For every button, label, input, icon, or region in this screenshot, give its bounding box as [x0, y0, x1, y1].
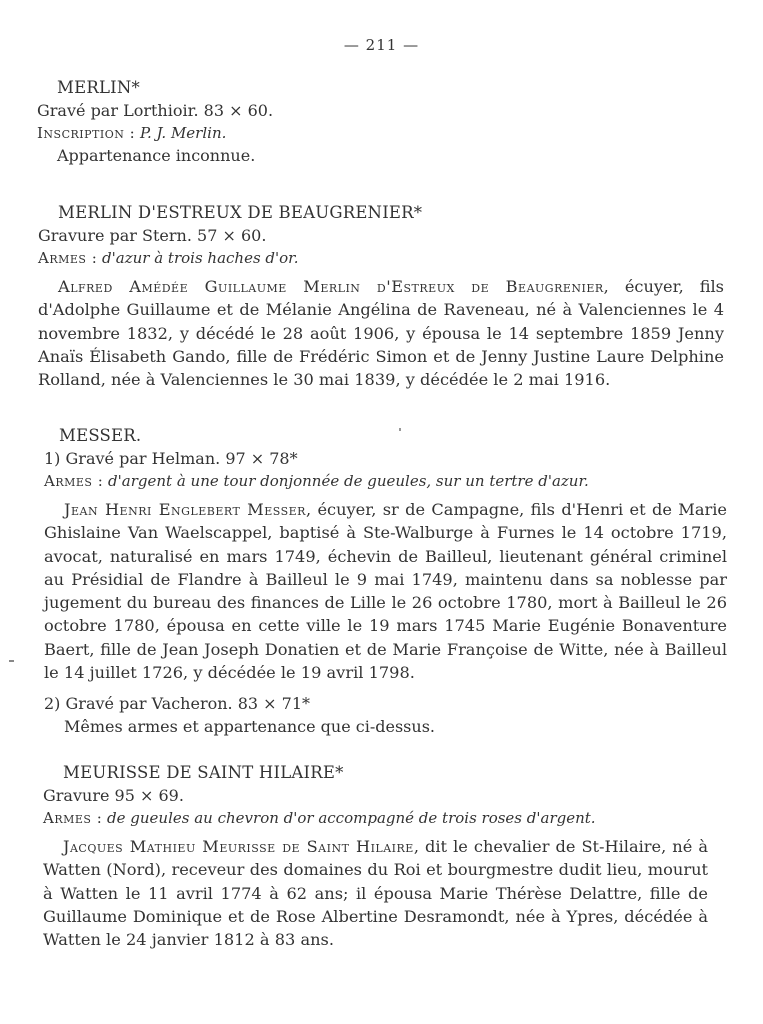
field-label: Armes :	[44, 472, 104, 490]
field-value: de gueules au chevron d'or accompagné de trois roses d'argent.	[107, 809, 596, 827]
engraving-line: 1) Gravé par Helman. 97 × 78*	[44, 449, 298, 468]
entry-merlin	[37, 78, 727, 165]
second-note: Mêmes armes et appartenance que ci-dessus.	[64, 717, 435, 737]
entry-title: MERLIN D'ESTREUX DE BEAUGRENIER*	[58, 203, 423, 222]
bio-name: Jacques Mathieu Meurisse de Saint Hilaire	[63, 837, 414, 856]
bio-text: , écuyer, sr de Campagne, fils d'Henri et de Marie Ghislaine Van Waelscappel, baptisé à Ste-Walburge à Furnes le 14 octobre 1719, avocat, naturalisé en mars 1749, échevin de Bailleul, lieutenant général criminel au Présidial de Flandre à Bailleul le 9 mai 1749, maintenu dans sa noblesse par jugement du bureau des finances de Lille le 26 octobre 1780, mort à Bailleul le 26 octobre 1780, épousa en cette ville le 19 mars 1745 Marie Eugénie Bonaventure Baert, fille de Jean Joseph Donatien et de Marie Françoise de Witte, née à Bailleul le 14 juillet 1726, y décédée le 19 avril 1798.	[44, 500, 727, 683]
biography	[43, 835, 708, 951]
entry-messer	[44, 426, 727, 736]
entry-title: MEURISSE DE SAINT HILAIRE*	[63, 763, 344, 782]
entry-title: MERLIN*	[57, 78, 140, 97]
field-label: Inscription :	[37, 124, 136, 142]
bio-text: , dit le chevalier de St-Hilaire, né à Watten (Nord), receveur des domaines du Roi et bourgmestre dudit lieu, mourut à Watten le 11 avril 1774 à 62 ans; il épousa Marie Thérèse Delattre, fille de Guillaume Dominique et de Rose Albertine Desramondt, née à Ypres, décédée à Watten le 24 janvier 1812 à 83 ans.	[43, 837, 708, 950]
biography	[44, 498, 727, 684]
scan-speck	[399, 428, 401, 431]
field-value: d'azur à trois haches d'or.	[102, 249, 299, 267]
field-value: P. J. Merlin.	[139, 124, 227, 142]
margin-mark	[9, 660, 14, 662]
engraving-line: Gravure 95 × 69.	[43, 786, 184, 805]
arms-line	[38, 249, 724, 267]
entry-title: MESSER.	[59, 426, 142, 445]
field-label: Armes :	[43, 809, 103, 827]
arms-line	[43, 809, 708, 827]
engraving-line: Gravure par Stern. 57 × 60.	[38, 226, 267, 245]
bio-text: , écuyer, fils d'Adolphe Guillaume et de Mélanie Angélina de Raveneau, né à Valenciennes le 4 novembre 1832, y décédé le 28 août 1906, y épousa le 14 septembre 1859 Jenny Anaïs Élisabeth Gando, fille de Frédéric Simon et de Jenny Justine Laure Delphine Rolland, née à Valenciennes le 30 mai 1839, y décédée le 2 mai 1916.	[38, 277, 724, 390]
entry-merlin-destreux	[38, 203, 724, 391]
second-engraving-line: 2) Gravé par Vacheron. 83 × 71*	[44, 694, 310, 714]
arms-line	[44, 472, 727, 490]
inscription-line	[37, 124, 727, 142]
page-number: — 211 —	[343, 36, 420, 54]
bio-name: Alfred Amédée Guillaume Merlin d'Estreux de Beaugrenier	[58, 277, 604, 296]
entry-meurisse	[43, 763, 708, 951]
engraving-line: Gravé par Lorthioir. 83 × 60.	[37, 101, 274, 120]
bio-name: Jean Henri Englebert Messer	[64, 500, 306, 519]
field-label: Armes :	[38, 249, 98, 267]
biography	[38, 275, 724, 391]
ownership-note: Appartenance inconnue.	[57, 146, 256, 165]
field-value: d'argent à une tour donjonnée de gueules, sur un tertre d'azur.	[108, 472, 589, 490]
